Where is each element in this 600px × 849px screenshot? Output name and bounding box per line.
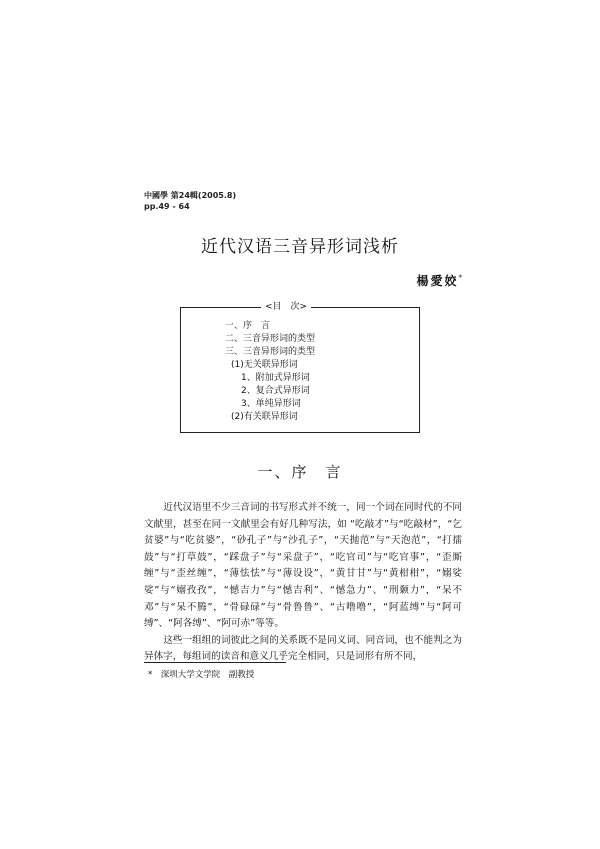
toc-list (225, 320, 315, 424)
author-footnote-mark: * (458, 274, 462, 282)
toc-item: 一、序 言 (225, 321, 271, 331)
toc-item: 三、三音异形词的类型 (225, 347, 316, 357)
journal-citation (144, 190, 236, 212)
journal-issue: 中國學 第24輯(2005.8) (144, 191, 237, 200)
toc-item: 3、单纯异形词 (241, 399, 301, 409)
toc-item: (1)无关联异形词 (231, 360, 298, 370)
toc-item: 二、三音异形词的类型 (225, 334, 316, 344)
paragraph: 近代汉语里不少三音词的书写形式并不统一，同一个词在同时代的不同文献里，甚至在同一文献里会有好几种写法，如 “吃敲才”与“吃敲材”，“乞贫婆”与“吃贫婆”，“砂孔子”与“沙孔子”，“天抛范”与“天泡范”，“打擂鼓”与“打草鼓”，“踩盘子”与“采盘子”，“吃官司”与“吃官事”，“歪厮缠”与“歪丝缠”，“薄怯怯”与“薄设设”，“黄甘甘”与“黄柑柑”，“嫋娑娑”与“嫋孜孜”，“憾吉力”与“憾吉利”、“憾急力”、“刑颡力”，“呆不邓”与“呆不腾”，“骨碌碌”与“骨鲁鲁”、“古噜噜”，“阿蓝缚”与“阿可缚”、“阿各缚”、“阿可赤”等等。 (144, 502, 462, 630)
paragraph: 这些一组组的词彼此之间的关系既不是同义词、同音词，也不能判之为异体字，每组词的读音和意义几乎完全相同，只是词形有所不同， (144, 634, 462, 663)
toc-heading: <目 次> (261, 301, 311, 313)
author-line (416, 272, 462, 289)
paper-title: 近代汉语三音异形词浅析 (201, 237, 399, 257)
toc-item: (2)有关联异形词 (231, 412, 298, 422)
journal-pages: pp.49 - 64 (144, 202, 190, 211)
table-of-contents (180, 302, 420, 433)
section-heading: 一、序 言 (257, 463, 343, 481)
author-name: 楊愛姣 (416, 274, 459, 288)
footnote-divider (144, 662, 286, 663)
toc-item: 1、附加式异形词 (241, 373, 310, 383)
body-text (144, 500, 462, 666)
toc-item: 2、复合式异形词 (241, 386, 310, 396)
footnote: * 深圳大学文学院 副教授 (148, 670, 255, 680)
